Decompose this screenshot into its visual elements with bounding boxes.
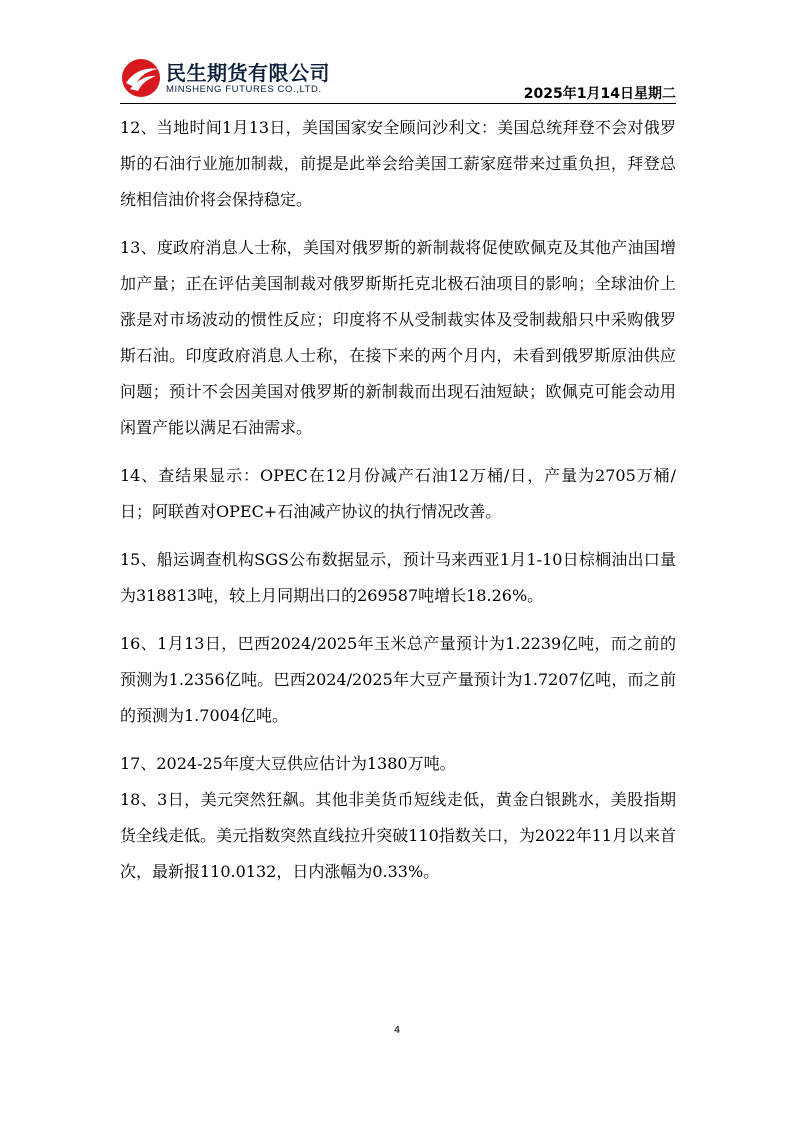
news-item-13: 13、度政府消息人士称，美国对俄罗斯的新制裁将促使欧佩克及其他产油国增加产量；正在评估美国制裁对俄罗斯斯托克北极石油项目的影响；全球油价上涨是对市场波动的惯性反应；印度将不从受制裁实体及受制裁船只中采购俄罗斯石油。印度政府消息人士称，在接下来的两个月内，未看到俄罗斯原油供应问题；预计不会因美国对俄罗斯的新制裁而出现石油短缺；欧佩克可能会动用闲置产能以满足石油需求。 <box>120 238 676 437</box>
page-header <box>120 55 676 105</box>
news-item-18: 18、3日，美元突然狂飙。其他非美货币短线走低，黄金白银跳水，美股指期货全线走低。美元指数突然直线拉升突破110指数关口，为2022年11月以来首次，最新报110.0132，日内涨幅为0.33%。 <box>120 790 676 881</box>
company-name-cn: 民生期货有限公司 <box>166 61 330 85</box>
news-item-17: 17、2024-25年度大豆供应估计为1380万吨。 <box>120 754 456 773</box>
company-name-en: MINSHENG FUTURES CO.,LTD. <box>166 84 322 95</box>
news-item-15: 15、船运调查机构SGS公布数据显示，预计马来西亚1月1-10日棕榈油出口量为318813吨，较上月同期出口的269587吨增长18.26%。 <box>120 550 676 605</box>
report-date: 2025年1月14日星期二 <box>523 86 676 102</box>
header-divider <box>120 103 676 104</box>
page-number: 4 <box>393 1025 401 1036</box>
news-item-16: 16、1月13日，巴西2024/2025年玉米总产量预计为1.2239亿吨，而之前的预测为1.2356亿吨。巴西2024/2025年大豆产量预计为1.7207亿吨，而之前的预测为1.7004亿吨。 <box>120 634 676 725</box>
minsheng-logo-icon <box>120 57 162 99</box>
news-item-12: 12、当地时间1月13日，美国国家安全顾问沙利文：美国总统拜登不会对俄罗斯的石油行业施加制裁，前提是此举会给美国工薪家庭带来过重负担，拜登总统相信油价将会保持稳定。 <box>120 118 676 209</box>
company-logo <box>120 55 380 103</box>
news-item-14: 14、查结果显示：OPEC在12月份减产石油12万桶/日，产量为2705万桶/日；阿联酋对OPEC+石油减产协议的执行情况改善。 <box>120 466 676 521</box>
document-body <box>120 110 676 902</box>
